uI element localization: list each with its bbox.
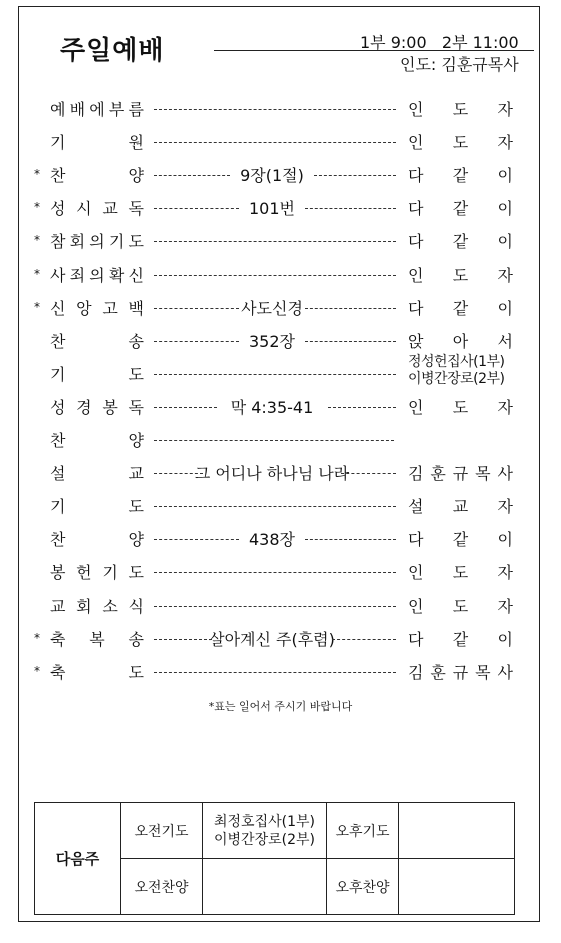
leader-dots xyxy=(154,109,396,110)
order-row xyxy=(0,527,561,553)
leader-dots xyxy=(332,639,396,640)
order-item-responsible: 정성헌집사(1부) 이병간장로(2부) xyxy=(408,353,505,387)
next-week-heading: 다음주 xyxy=(35,803,121,915)
order-item-responsible: 다 같 이 xyxy=(408,166,513,186)
standing-star: * xyxy=(34,233,40,248)
order-item-label: 성 시 교 독 xyxy=(50,199,144,219)
order-item-responsible: 인 도 자 xyxy=(408,100,513,119)
order-item-responsible: 인 도 자 xyxy=(408,596,513,616)
leader-dots xyxy=(154,473,203,474)
leader-dots xyxy=(154,142,396,143)
order-item-responsible: 다 같 이 xyxy=(408,298,513,318)
afternoon-prayer-value xyxy=(399,803,515,859)
order-item-label: 봉 헌 기 도 xyxy=(50,563,144,583)
order-item-label: 찬 양 xyxy=(50,166,144,186)
order-item-detail: 9장(1절) xyxy=(240,166,304,186)
order-item-responsible: 인 도 자 xyxy=(408,133,513,153)
order-row xyxy=(0,395,561,421)
service-leader: 인도: 김훈규목사 xyxy=(400,55,519,74)
leader-dots xyxy=(154,440,394,441)
leader-dots xyxy=(328,407,397,408)
order-row xyxy=(0,627,561,653)
order-row xyxy=(0,594,561,620)
leader-dots xyxy=(154,275,396,276)
leader-dots xyxy=(154,672,396,673)
order-item-detail: 그 어디나 하나님 나라 xyxy=(194,464,350,484)
order-item-label: 찬 양 xyxy=(50,431,144,450)
order-item-responsible: 앉 아 서 xyxy=(408,331,513,351)
order-row xyxy=(0,353,561,388)
order-item-label: 성 경 봉 독 xyxy=(50,397,144,417)
standing-star: * xyxy=(34,167,40,182)
standing-star: * xyxy=(34,299,40,314)
order-item-detail: 살아계신 주(후렴) xyxy=(209,629,335,649)
leader-dots xyxy=(154,241,396,242)
leader-dots xyxy=(154,572,396,573)
order-item-responsible: 인 도 자 xyxy=(408,397,513,417)
morning-prayer-label: 오전기도 xyxy=(121,803,203,859)
order-row xyxy=(0,494,561,520)
order-row xyxy=(0,130,561,156)
order-row xyxy=(0,329,561,355)
title-divider xyxy=(214,50,534,51)
order-item-responsible: 다 같 이 xyxy=(408,232,513,252)
leader-dots xyxy=(305,308,396,309)
standing-star: * xyxy=(34,266,40,281)
order-row xyxy=(0,461,561,487)
order-item-responsible: 인 도 자 xyxy=(408,563,513,583)
morning-praise-value xyxy=(203,859,327,915)
order-item-responsible: 다 같 이 xyxy=(408,199,513,219)
order-item-responsible: 인 도 자 xyxy=(408,265,513,285)
next-week-table xyxy=(34,802,515,915)
order-row xyxy=(0,97,561,123)
standing-star: * xyxy=(34,200,40,215)
standing-note: *표는 일어서 주시기 바랍니다 xyxy=(208,700,353,713)
leader-dots xyxy=(154,208,239,209)
order-item-responsible: 김 훈 규 목 사 xyxy=(408,662,513,682)
leader-dots xyxy=(154,506,396,507)
leader-dots xyxy=(154,606,396,607)
page-title: 주일예배 xyxy=(60,36,165,66)
order-item-label: 참 회 의 기 도 xyxy=(50,232,144,252)
order-row xyxy=(0,660,561,686)
standing-star: * xyxy=(34,630,40,645)
order-item-detail: 막 4:35-41 xyxy=(230,397,314,417)
order-item-label: 기 도 xyxy=(50,497,144,517)
leader-dots xyxy=(154,374,396,375)
afternoon-praise-value xyxy=(399,859,515,915)
leader-dots xyxy=(154,175,230,176)
order-item-label: 찬 송 xyxy=(50,331,144,351)
leader-dots xyxy=(154,639,212,640)
leader-dots xyxy=(154,407,217,408)
order-item-label: 축 복 송 xyxy=(50,629,144,649)
order-item-label: 축 도 xyxy=(50,662,144,682)
order-item-responsible: 설 교 자 xyxy=(408,497,513,517)
order-item-responsible: 다 같 이 xyxy=(408,629,513,649)
morning-praise-label: 오전찬양 xyxy=(121,859,203,915)
morning-prayer-value: 최정호집사(1부) 이병간장로(2부) xyxy=(203,803,327,859)
leader-dots xyxy=(305,539,396,540)
order-item-responsible: 김 훈 규 목 사 xyxy=(408,464,513,484)
service-times: 1부 9:00 2부 11:00 xyxy=(360,33,519,52)
order-item-label: 교 회 소 식 xyxy=(50,596,144,616)
order-row xyxy=(0,163,561,189)
order-item-label: 기 도 xyxy=(50,364,144,384)
order-item-detail: 352장 xyxy=(249,331,295,351)
order-item-label: 예 배 에 부 름 xyxy=(50,100,144,119)
leader-dots xyxy=(314,175,396,176)
order-item-detail: 사도신경 xyxy=(241,298,303,318)
order-row xyxy=(0,196,561,222)
order-item-label: 찬 양 xyxy=(50,530,144,550)
order-row xyxy=(0,428,561,454)
afternoon-praise-label: 오후찬양 xyxy=(327,859,399,915)
order-item-label: 기 원 xyxy=(50,133,144,153)
order-row xyxy=(0,263,561,289)
order-item-label: 신 앙 고 백 xyxy=(50,298,144,318)
order-row xyxy=(0,560,561,586)
leader-dots xyxy=(341,473,396,474)
order-item-responsible: 다 같 이 xyxy=(408,530,513,550)
leader-dots xyxy=(305,208,396,209)
leader-dots xyxy=(305,341,396,342)
order-item-detail: 101번 xyxy=(249,199,295,219)
afternoon-prayer-label: 오후기도 xyxy=(327,803,399,859)
order-item-label: 설 교 xyxy=(50,464,144,484)
order-item-detail: 438장 xyxy=(249,530,295,550)
order-row xyxy=(0,296,561,322)
leader-dots xyxy=(154,539,239,540)
order-item-label: 사 죄 의 확 신 xyxy=(50,265,144,285)
leader-dots xyxy=(154,308,239,309)
standing-star: * xyxy=(34,663,40,678)
order-row xyxy=(0,229,561,255)
leader-dots xyxy=(154,341,239,342)
